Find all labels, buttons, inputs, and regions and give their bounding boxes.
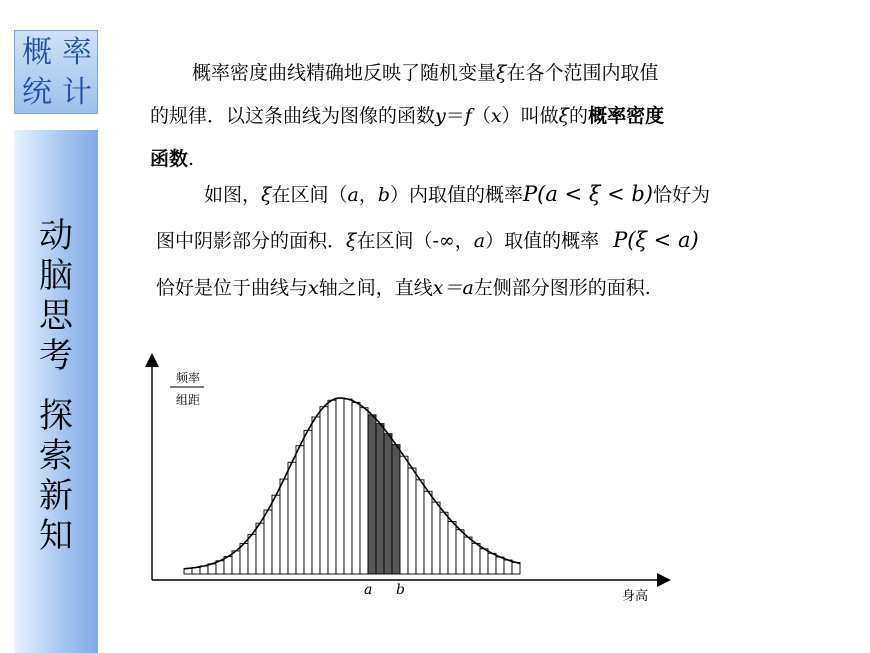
equals: ＝ [445,105,465,127]
histogram-bar [448,521,456,574]
histogram-bar [272,495,280,574]
sidebar-char: 索 [39,436,73,476]
text: 的规律．以这条曲线为图像的函数 [150,105,436,127]
text: 如图， [204,184,262,206]
ylabel-bottom: 组距 [176,393,201,407]
histogram-bar [264,510,272,574]
text: 图中阴影部分的面积． [156,230,347,252]
histogram-bar [344,399,352,574]
histogram-bar [464,537,472,574]
term-bold: 概率密度 [588,105,665,127]
histogram-bar [488,553,496,574]
histogram-bar [360,408,368,574]
mark-b-label: b [396,582,405,598]
sidebar-char: 考 [39,336,73,376]
xlabel: 身高 [622,589,649,604]
histogram-bar [424,491,432,574]
var-f: f [464,105,472,127]
sidebar-char: 脑 [39,256,73,296]
prob-expression: P(a < ξ < b) [523,182,653,206]
text: 概率密度曲线精确地反映了随机变量 [192,62,497,84]
p2-line1 [204,180,710,207]
text: 的 [569,105,589,127]
histogram-bar [288,462,296,574]
histogram-bar [400,456,408,574]
var-y: y [435,105,446,127]
logo-char: 计 [62,75,92,110]
histogram-bar-shaded [392,445,400,574]
text: ， [358,184,378,206]
histogram-bar [504,560,512,574]
text: 恰好是位于曲线与 [156,277,309,299]
var-x: x [308,277,319,299]
histogram-bar [472,543,480,574]
histogram-bar [328,400,336,574]
xi-symbol: ξ [261,184,272,206]
p1-line2 [150,101,664,128]
histogram-bar [248,534,256,574]
histogram-bar-shaded [384,434,392,574]
sidebar-banner [14,130,98,653]
sidebar-char: 新 [39,476,73,516]
histogram-bar [320,407,328,574]
text: 叫做 [520,105,559,127]
xi-symbol: ξ [558,105,570,127]
paren: ） [501,105,521,127]
logo-char: 统 [22,75,52,110]
p2-line3 [156,273,651,300]
logo-char: 概 [22,35,52,70]
text: 在区间（ [356,230,433,252]
var-x: x [490,105,502,127]
logo-badge [14,30,98,114]
var-a: a [473,230,486,252]
histogram-bar [224,557,232,574]
histogram-bar [312,417,320,574]
histogram-bar [336,398,344,574]
text: 在区间（ [271,184,348,206]
equation: x＝a [432,277,474,299]
text: 轴之间，直线 [318,277,433,299]
logo-char: 率 [62,35,92,70]
histogram-bar [280,479,288,574]
text: ）取值的概率 [485,230,600,252]
histogram-bar [296,446,304,574]
histogram-bar [408,468,416,574]
text: ）内取值的概率 [390,184,524,206]
histogram-chart [124,342,684,622]
var-a: a [347,184,359,206]
neg-infinity: -∞ [432,230,455,252]
histogram-bar [456,530,464,574]
histogram-bar [232,551,240,574]
paren: （ [471,105,491,127]
histogram-bar [416,480,424,574]
histogram-bar-shaded [368,415,376,574]
p2-line2 [156,226,699,253]
prob-expression: P(ξ < a) [613,228,699,252]
var-b: b [377,184,391,206]
sidebar-char: 探 [39,396,73,436]
histogram-bar [440,512,448,574]
p1-line3 [150,144,194,171]
text: 左侧部分图形的面积. [473,277,651,299]
histogram-bar [512,562,520,574]
sidebar-char: 思 [39,296,73,336]
xi-symbol: ξ [346,230,357,252]
p1-line1 [192,58,659,85]
histogram-bar [240,544,248,574]
text: 恰好为 [652,184,710,206]
histogram-bar [304,430,312,574]
term-bold: 函数 [150,148,189,170]
histogram-bar-shaded [376,424,384,574]
text: ， [454,230,474,252]
histogram-bar [352,402,360,574]
histogram-bar [256,523,264,574]
histogram-bar [432,502,440,574]
ylabel-top: 频率 [176,371,201,385]
text: 在各个范围内取值 [506,62,659,84]
histogram-bar [480,549,488,574]
sidebar-char: 知 [39,516,73,556]
mark-a-label: a [364,582,373,598]
xi-symbol: ξ [496,62,507,84]
sidebar-char: 动 [39,216,73,256]
histogram-bars [184,398,520,574]
text: . [188,148,195,170]
histogram-bar [496,557,504,574]
